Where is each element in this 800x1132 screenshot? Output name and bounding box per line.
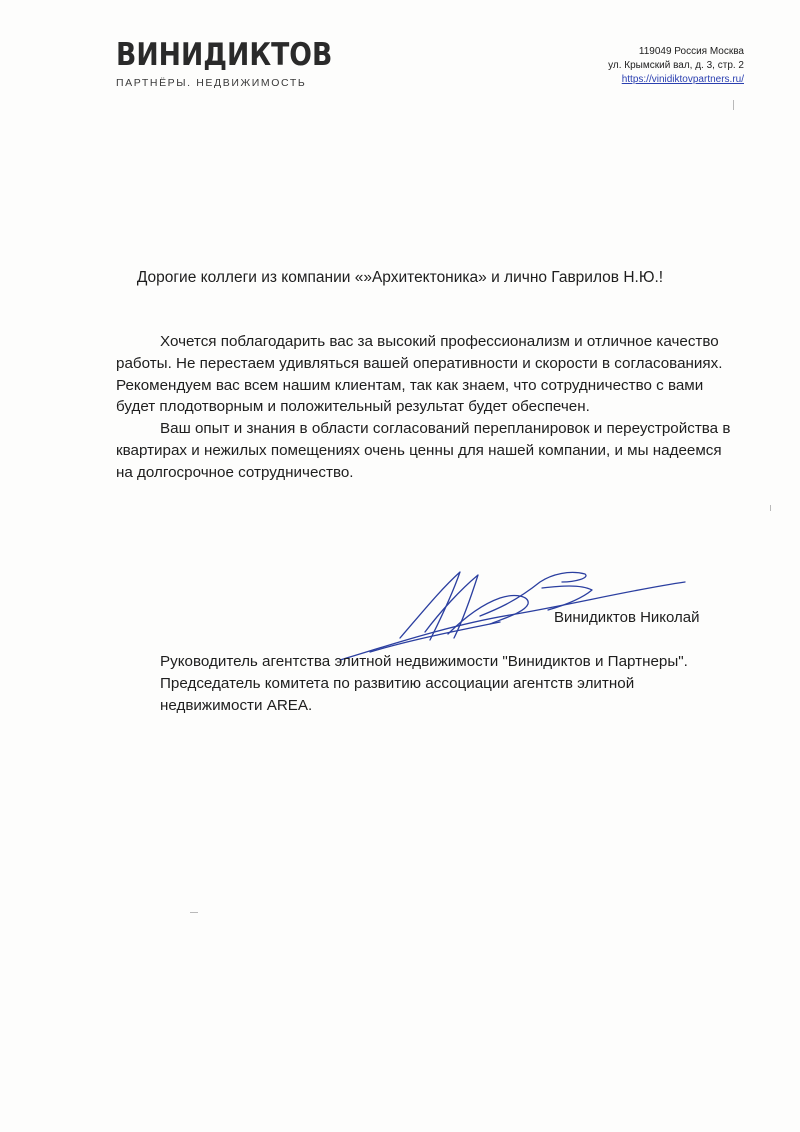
company-address [608,45,744,87]
body-paragraph: Хочется поблагодарить вас за высокий профессионализм и отличное качество работы. Не перестаем удивляться вашей оперативности и скорости в согласованиях. Рекомендуем вас всем нашим клиентам, так как знаем, что сотрудничество с вами будет плодотворным и положительный результат будет обеспечен. [116,333,723,416]
logo-wordmark: ВИНИДИКТОВ [116,37,333,73]
scan-artifact [770,505,771,511]
letter-greeting: Дорогие коллеги из компании «»Архитектоника» и лично Гаврилов Н.Ю.! [136,269,664,286]
scan-artifact [733,100,734,110]
signatory-name: Винидиктов Николай [554,609,700,626]
signatory-position [160,651,688,717]
position-line: Руководитель агентства элитной недвижимости "Винидиктов и Партнеры". [160,653,688,670]
body-paragraph: Ваш опыт и знания в области согласований перепланировок и переустройства в квартирах и нежилых помещениях очень ценны для нашей компании, и мы надеемся на долгосрочное сотрудничество. [116,420,731,481]
address-street: ул. Крымский вал, д. 3, стр. 2 [608,60,744,71]
letter-body [116,331,736,484]
position-line: Председатель комитета по развитию ассоциации агентств элитной [160,675,635,692]
website-link[interactable]: https://vinidiktovpartners.ru/ [621,74,744,85]
address-city: 119049 Россия Москва [638,46,744,57]
position-line: недвижимости AREA. [160,697,313,714]
scan-artifact [190,912,198,913]
company-logo [116,37,367,89]
logo-subtitle: ПАРТНЁРЫ. НЕДВИЖИМОСТЬ [116,77,307,89]
